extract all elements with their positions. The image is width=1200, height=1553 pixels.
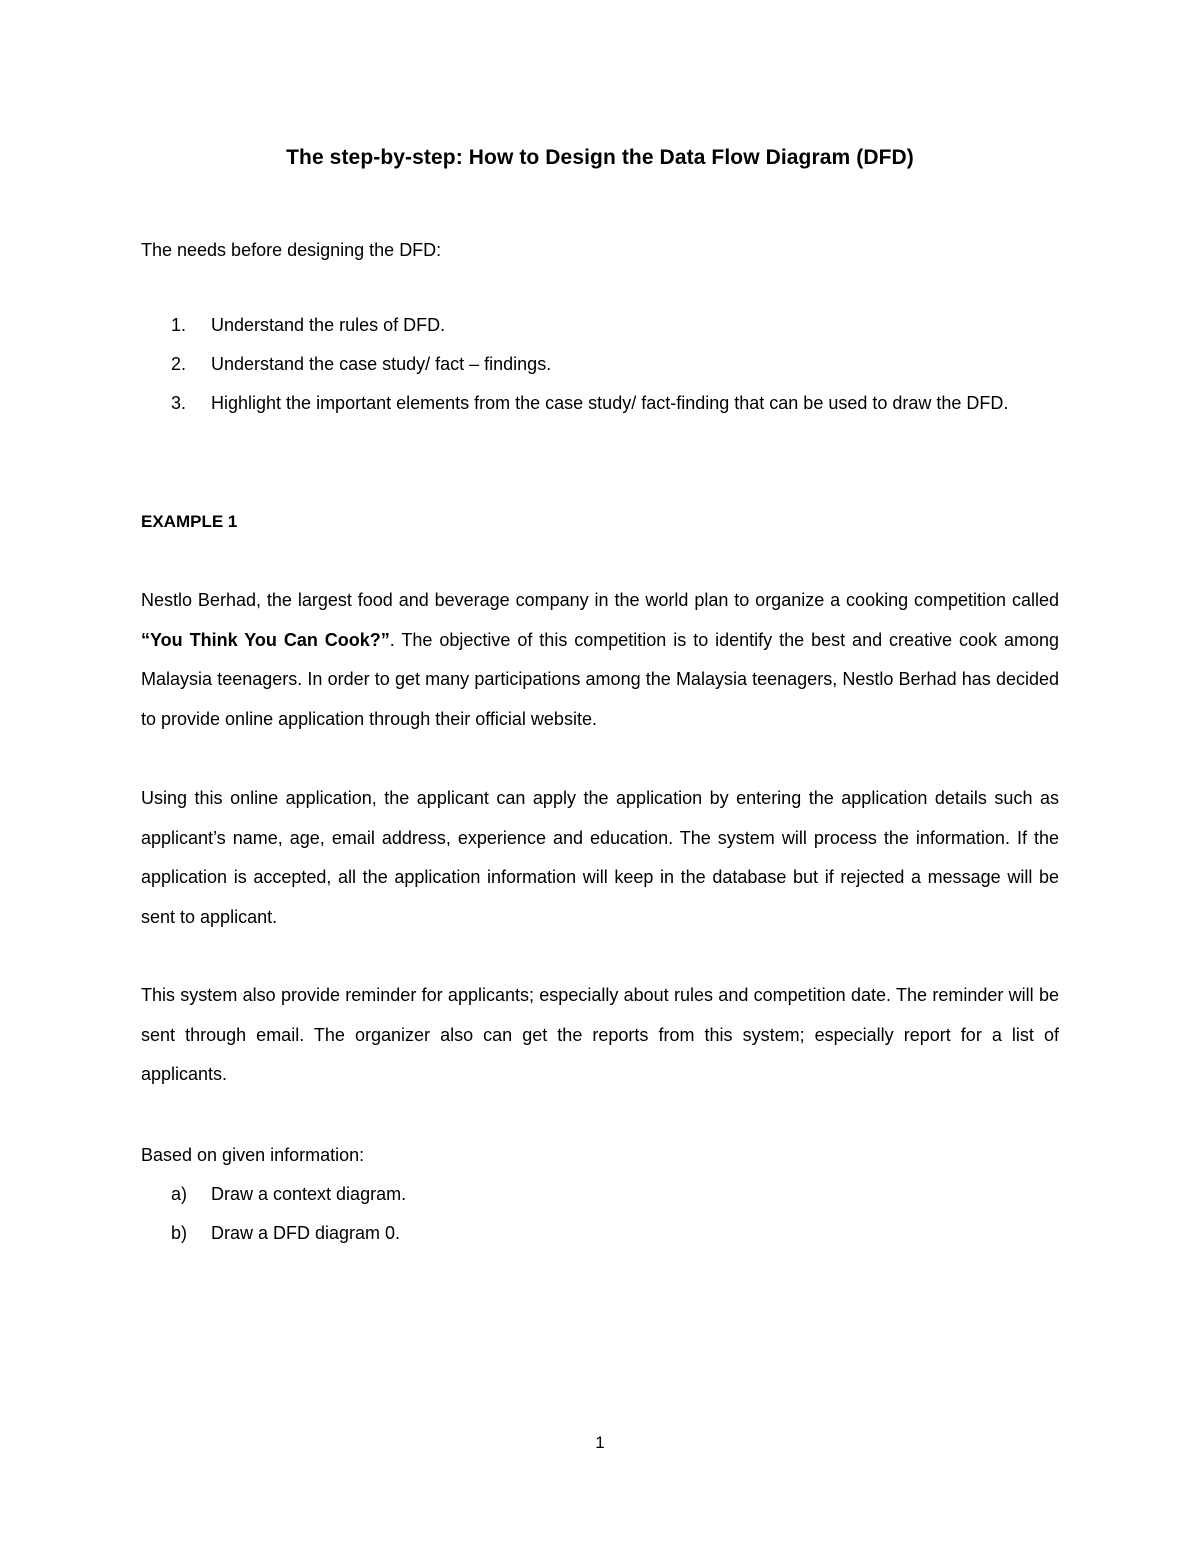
list-item-text: Understand the rules of DFD. — [211, 315, 446, 335]
task-item — [171, 1175, 1059, 1215]
page-number: 1 — [595, 1433, 605, 1452]
needs-list-item — [171, 345, 1059, 385]
paragraph-intro-text: Nestlo Berhad, the largest food and beverage company in the world plan to organize a cooking competition called — [141, 590, 1059, 610]
list-marker: 1. — [171, 315, 187, 335]
list-item-text: Highlight the important elements from the case study/ fact-finding that can be used to draw the DFD. — [211, 393, 1009, 413]
based-on-text: Based on given information: — [141, 1145, 365, 1165]
document-title: The step-by-step: How to Design the Data Flow Diagram (DFD) — [286, 146, 914, 169]
paragraph-intro — [141, 581, 1059, 739]
needs-intro: The needs before designing the DFD: — [141, 240, 442, 260]
paragraph-reminder: This system also provide reminder for applicants; especially about rules and competition date. The reminder will be sent through email. The organizer also can get the reports from this system; especially report for a list of applicants. — [141, 985, 1059, 1084]
task-marker: b) — [171, 1223, 188, 1243]
list-marker: 2. — [171, 354, 187, 374]
task-text: Draw a DFD diagram 0. — [211, 1223, 401, 1243]
list-marker: 3. — [171, 393, 187, 413]
task-item — [171, 1214, 1059, 1254]
needs-list-item — [171, 384, 1059, 424]
task-marker: a) — [171, 1184, 188, 1204]
list-item-text: Understand the case study/ fact – findings. — [211, 354, 552, 374]
needs-list-item — [171, 306, 1059, 346]
paragraph-intro-text-rest: . The objective of this competition is to identify the best and creative cook among Malaysia teenagers. In order to get many participations among the Malaysia teenagers, Nestlo Berhad has decided to provide online application through their official website. — [141, 629, 1060, 729]
task-text: Draw a context diagram. — [211, 1184, 407, 1204]
competition-name: “You Think You Can Cook?” — [141, 629, 390, 650]
example-heading: EXAMPLE 1 — [141, 512, 238, 531]
paragraph-application: Using this online application, the applicant can apply the application by entering the application details such as applicant’s name, age, email address, experience and education. The system will process the information. If the application is accepted, all the application information will keep in the database but if rejected a message will be sent to applicant. — [141, 788, 1059, 927]
